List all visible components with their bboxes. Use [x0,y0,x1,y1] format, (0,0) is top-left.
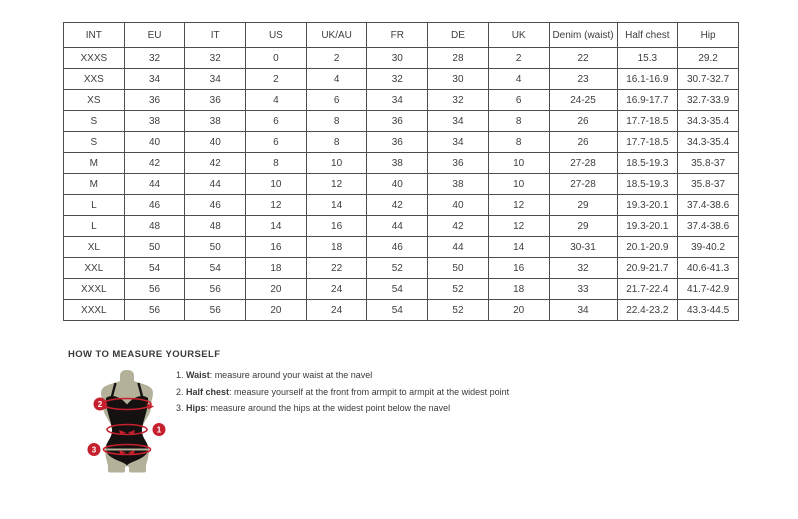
hips-badge [88,443,101,456]
size-label-cell: XXXL [64,279,125,300]
column-header: EU [124,23,185,48]
value-cell: 18.5-19.3 [617,174,678,195]
value-cell: 17.7-18.5 [617,132,678,153]
value-cell: 14 [488,237,549,258]
value-cell: 8 [246,153,307,174]
value-cell: 18.5-19.3 [617,153,678,174]
value-cell: 39-40.2 [678,237,739,258]
value-cell: 6 [246,132,307,153]
column-header: Half chest [617,23,678,48]
value-cell: 36 [428,153,489,174]
value-cell: 32 [367,69,428,90]
value-cell: 36 [185,90,246,111]
value-cell: 8 [306,111,367,132]
chest-badge [94,398,107,411]
value-cell: 12 [246,195,307,216]
size-chart-header [64,23,739,48]
table-row [64,216,739,237]
value-cell: 29.2 [678,48,739,69]
value-cell: 18 [246,258,307,279]
value-cell: 40 [124,132,185,153]
hips-badge-number: 3 [91,445,97,455]
value-cell: 22 [549,48,617,69]
value-cell: 26 [549,132,617,153]
value-cell: 34 [428,111,489,132]
value-cell: 50 [428,258,489,279]
step-label: Hips [186,403,206,413]
value-cell: 41.7-42.9 [678,279,739,300]
value-cell: 15.3 [617,48,678,69]
value-cell: 37.4-38.6 [678,216,739,237]
value-cell: 44 [124,174,185,195]
value-cell: 52 [428,300,489,321]
value-cell: 6 [306,90,367,111]
value-cell: 34 [367,90,428,111]
value-cell: 30 [367,48,428,69]
table-row [64,258,739,279]
value-cell: 24 [306,300,367,321]
value-cell: 43.3-44.5 [678,300,739,321]
value-cell: 32 [124,48,185,69]
value-cell: 44 [367,216,428,237]
value-cell: 20 [246,279,307,300]
step-text: : measure around your waist at the navel [209,370,373,380]
column-header: INT [64,23,125,48]
value-cell: 18 [488,279,549,300]
size-label-cell: XL [64,237,125,258]
measure-step [176,371,509,381]
value-cell: 21.7-22.4 [617,279,678,300]
value-cell: 10 [488,174,549,195]
step-number: 2. [176,386,187,397]
value-cell: 44 [185,174,246,195]
chest-badge-number: 2 [97,400,103,409]
value-cell: 19.3-20.1 [617,216,678,237]
step-number: 1. [176,370,187,380]
value-cell: 18 [306,237,367,258]
value-cell: 4 [246,90,307,111]
how-to-measure-title: HOW TO MEASURE YOURSELF [68,349,221,360]
size-label-cell: S [64,111,125,132]
value-cell: 32 [428,90,489,111]
step-text: : measure yourself at the front from armpit to armpit at the widest point [229,386,510,397]
value-cell: 54 [124,258,185,279]
value-cell: 24-25 [549,90,617,111]
value-cell: 34.3-35.4 [678,111,739,132]
value-cell: 10 [306,153,367,174]
table-row [64,153,739,174]
step-number: 3. [176,403,187,413]
value-cell: 8 [488,132,549,153]
table-row [64,195,739,216]
value-cell: 29 [549,216,617,237]
value-cell: 28 [428,48,489,69]
value-cell: 56 [124,300,185,321]
column-header: DE [428,23,489,48]
value-cell: 20.9-21.7 [617,258,678,279]
value-cell: 36 [124,90,185,111]
value-cell: 27-28 [549,174,617,195]
table-row [64,174,739,195]
column-header: Denim (waist) [549,23,617,48]
value-cell: 4 [488,69,549,90]
size-label-cell: M [64,174,125,195]
value-cell: 46 [367,237,428,258]
size-label-cell: S [64,132,125,153]
table-row [64,69,739,90]
value-cell: 36 [367,111,428,132]
value-cell: 20 [488,300,549,321]
value-cell: 38 [185,111,246,132]
value-cell: 32 [549,258,617,279]
value-cell: 54 [367,300,428,321]
value-cell: 40 [367,174,428,195]
value-cell: 20 [246,300,307,321]
value-cell: 44 [428,237,489,258]
value-cell: 50 [124,237,185,258]
measure-step [176,404,509,414]
size-chart-body [64,48,739,321]
step-text: : measure around the hips at the widest point below the navel [205,403,451,413]
value-cell: 10 [246,174,307,195]
value-cell: 50 [185,237,246,258]
value-cell: 37.4-38.6 [678,195,739,216]
column-header: US [246,23,307,48]
size-label-cell: XXXS [64,48,125,69]
size-label-cell: L [64,195,125,216]
column-header: FR [367,23,428,48]
size-label-cell: XS [64,90,125,111]
value-cell: 52 [367,258,428,279]
value-cell: 6 [246,111,307,132]
value-cell: 22 [306,258,367,279]
value-cell: 12 [488,216,549,237]
value-cell: 20.1-20.9 [617,237,678,258]
value-cell: 35.8-37 [678,174,739,195]
header-row [64,23,739,48]
value-cell: 30-31 [549,237,617,258]
value-cell: 48 [185,216,246,237]
measurement-figure [75,368,185,504]
value-cell: 54 [185,258,246,279]
value-cell: 56 [124,279,185,300]
value-cell: 34 [124,69,185,90]
value-cell: 38 [367,153,428,174]
table-row [64,132,739,153]
value-cell: 30 [428,69,489,90]
column-header: IT [185,23,246,48]
table-row [64,279,739,300]
value-cell: 34 [428,132,489,153]
value-cell: 2 [306,48,367,69]
size-label-cell: XXL [64,258,125,279]
step-label: Waist [186,370,210,380]
value-cell: 24 [306,279,367,300]
value-cell: 4 [306,69,367,90]
measure-step [176,388,509,398]
value-cell: 40 [185,132,246,153]
waist-badge-number: 1 [156,425,162,435]
table-row [64,48,739,69]
value-cell: 34 [549,300,617,321]
value-cell: 16 [246,237,307,258]
value-cell: 36 [367,132,428,153]
value-cell: 16 [488,258,549,279]
value-cell: 42 [185,153,246,174]
value-cell: 35.8-37 [678,153,739,174]
mannequin-neck [120,370,134,384]
value-cell: 46 [124,195,185,216]
mannequin-illustration [75,368,185,504]
value-cell: 32 [185,48,246,69]
table-row [64,111,739,132]
value-cell: 8 [306,132,367,153]
waist-badge [153,423,166,436]
size-label-cell: XXXL [64,300,125,321]
value-cell: 38 [428,174,489,195]
value-cell: 14 [306,195,367,216]
value-cell: 56 [185,279,246,300]
value-cell: 2 [488,48,549,69]
column-header: UK/AU [306,23,367,48]
value-cell: 38 [124,111,185,132]
value-cell: 19.3-20.1 [617,195,678,216]
column-header: UK [488,23,549,48]
value-cell: 14 [246,216,307,237]
value-cell: 17.7-18.5 [617,111,678,132]
value-cell: 2 [246,69,307,90]
value-cell: 42 [124,153,185,174]
value-cell: 40.6-41.3 [678,258,739,279]
value-cell: 40 [428,195,489,216]
value-cell: 42 [428,216,489,237]
measure-steps-list [176,371,509,421]
value-cell: 8 [488,111,549,132]
value-cell: 27-28 [549,153,617,174]
value-cell: 46 [185,195,246,216]
size-label-cell: M [64,153,125,174]
value-cell: 42 [367,195,428,216]
table-row [64,300,739,321]
column-header: Hip [678,23,739,48]
value-cell: 12 [488,195,549,216]
size-chart-table [63,22,739,321]
value-cell: 52 [428,279,489,300]
value-cell: 10 [488,153,549,174]
value-cell: 26 [549,111,617,132]
value-cell: 33 [549,279,617,300]
value-cell: 34.3-35.4 [678,132,739,153]
value-cell: 6 [488,90,549,111]
table-row [64,90,739,111]
value-cell: 0 [246,48,307,69]
value-cell: 54 [367,279,428,300]
value-cell: 12 [306,174,367,195]
value-cell: 22.4-23.2 [617,300,678,321]
size-label-cell: L [64,216,125,237]
value-cell: 16 [306,216,367,237]
value-cell: 34 [185,69,246,90]
value-cell: 30.7-32.7 [678,69,739,90]
table-row [64,237,739,258]
value-cell: 23 [549,69,617,90]
value-cell: 32.7-33.9 [678,90,739,111]
value-cell: 48 [124,216,185,237]
size-label-cell: XXS [64,69,125,90]
value-cell: 29 [549,195,617,216]
value-cell: 16.9-17.7 [617,90,678,111]
value-cell: 16.1-16.9 [617,69,678,90]
value-cell: 56 [185,300,246,321]
step-label: Half chest [186,386,230,397]
